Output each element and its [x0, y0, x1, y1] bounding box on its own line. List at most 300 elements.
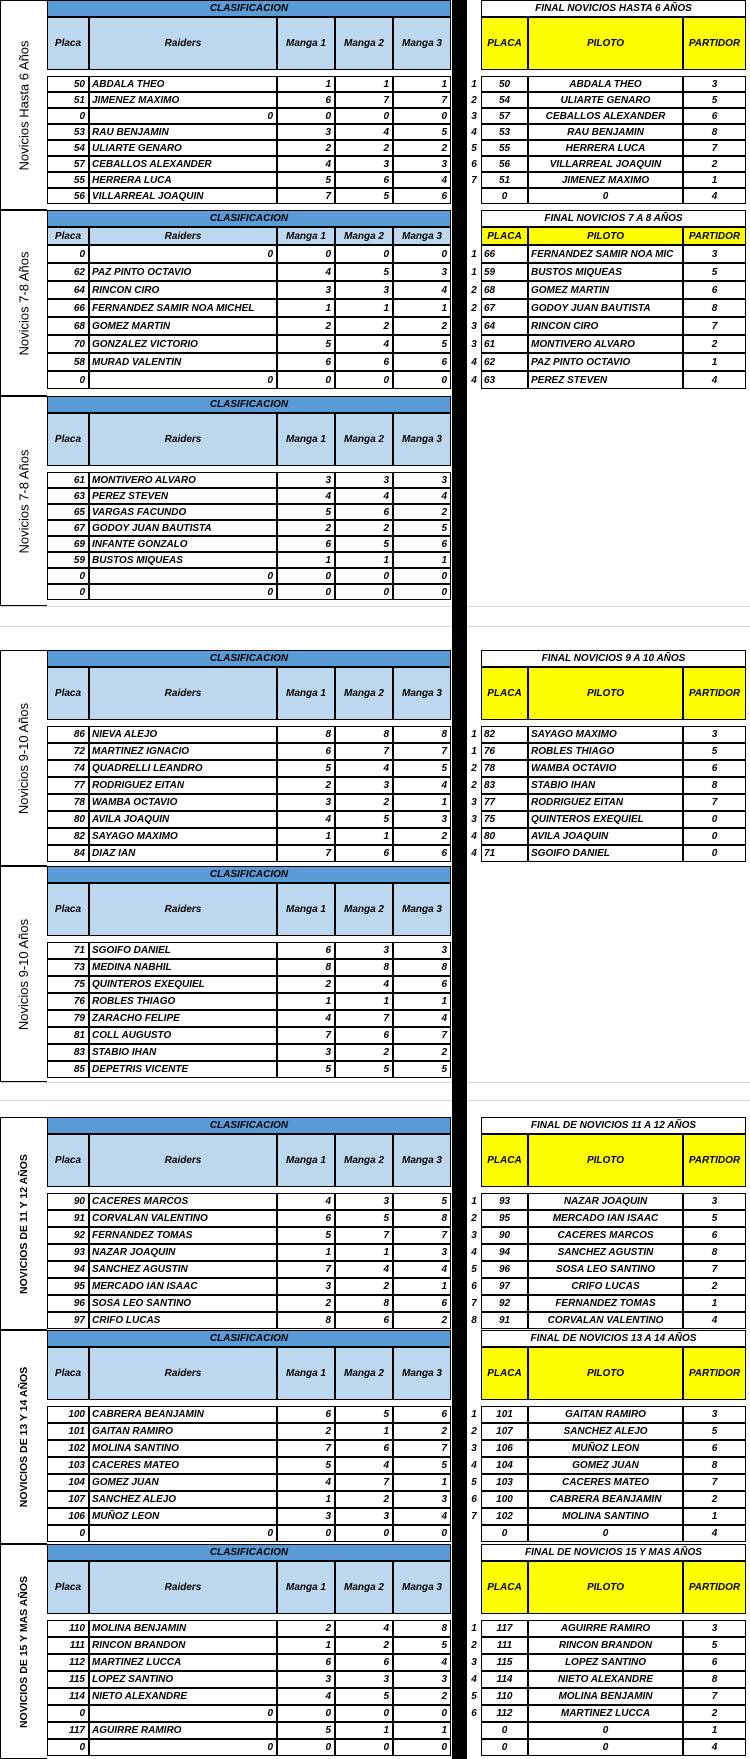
col-header-manga-2: Manga 2	[335, 1561, 393, 1614]
row-raider-name: DEPETRIS VICENTE	[89, 1061, 277, 1078]
row-placa: 67	[47, 520, 89, 536]
row-placa: 54	[47, 140, 89, 156]
final-partidor: 2	[683, 1705, 746, 1722]
row-raider-name: CEBALLOS ALEXANDER	[89, 156, 277, 172]
final-col-partidor: PARTIDOR	[683, 17, 746, 70]
row-manga-2: 0	[335, 1525, 393, 1542]
row-manga-1: 1	[277, 1637, 335, 1654]
col-header-placa: Placa	[47, 1561, 89, 1614]
row-manga-3: 4	[393, 1010, 451, 1027]
final-position: 6	[471, 158, 477, 170]
row-manga-3: 4	[393, 1261, 451, 1278]
row-raider-name: RODRIGUEZ EITAN	[89, 777, 277, 794]
final-position: 2	[471, 763, 477, 774]
col-header-raiders: Raiders	[89, 1561, 277, 1614]
section-label-text: NOVICIOS DE 15 Y MAS AÑOS	[18, 1575, 31, 1728]
row-manga-3: 5	[393, 1637, 451, 1654]
row-placa: 0	[47, 584, 89, 600]
row-raider-name: MUÑOZ LEON	[89, 1508, 277, 1525]
row-raider-name: RAU BENJAMIN	[89, 124, 277, 140]
row-manga-2: 7	[335, 1474, 393, 1491]
row-placa: 0	[47, 245, 89, 263]
final-position	[467, 1739, 481, 1756]
col-header-raiders: Raiders	[89, 1134, 277, 1187]
row-manga-1: 0	[277, 1525, 335, 1542]
classification-title: CLASIFICACION	[47, 650, 451, 667]
final-partidor: 6	[683, 108, 746, 124]
row-raider-name: JIMENEZ MAXIMO	[89, 92, 277, 108]
classification-title: CLASIFICACION	[47, 1544, 451, 1561]
final-title: FINAL DE NOVICIOS 13 A 14 AÑOS	[481, 1330, 746, 1347]
row-manga-2: 0	[335, 584, 393, 600]
section-label	[0, 210, 47, 396]
row-raider-name: SANCHEZ AGUSTIN	[89, 1261, 277, 1278]
final-position: 2	[471, 1426, 477, 1437]
final-piloto: WAMBA OCTAVIO	[528, 760, 683, 777]
row-manga-3: 0	[393, 108, 451, 124]
row-raider-name: NIEVA ALEJO	[89, 726, 277, 743]
final-col-placa: PLACA	[481, 1561, 528, 1614]
row-manga-3: 2	[393, 828, 451, 845]
final-partidor: 8	[683, 777, 746, 794]
row-placa: 101	[47, 1423, 89, 1440]
row-raider-name: BUSTOS MIQUEAS	[89, 552, 277, 568]
final-placa: 50	[481, 76, 528, 92]
final-position: 4	[471, 374, 477, 386]
row-placa: 65	[47, 504, 89, 520]
final-position: 3	[471, 814, 477, 825]
final-piloto: CACERES MATEO	[528, 1474, 683, 1491]
row-manga-3: 0	[393, 568, 451, 584]
row-placa: 115	[47, 1671, 89, 1688]
row-manga-3: 1	[393, 552, 451, 568]
final-placa: 82	[481, 726, 528, 743]
final-placa: 103	[481, 1474, 528, 1491]
row-placa: 91	[47, 1210, 89, 1227]
final-position	[467, 1525, 481, 1542]
final-partidor: 4	[683, 1525, 746, 1542]
final-placa: 117	[481, 1620, 528, 1637]
final-piloto: JIMENEZ MAXIMO	[528, 172, 683, 188]
row-raider-name: CACERES MATEO	[89, 1457, 277, 1474]
col-header-manga-3: Manga 3	[393, 1347, 451, 1400]
col-header-manga-2: Manga 2	[335, 667, 393, 720]
final-placa: 68	[481, 281, 528, 299]
final-col-partidor: PARTIDOR	[683, 1134, 746, 1187]
empty-grid-line	[0, 1082, 750, 1083]
row-raider-name: MURAD VALENTIN	[89, 353, 277, 371]
row-manga-3: 3	[393, 942, 451, 959]
final-piloto: AGUIRRE RAMIRO	[528, 1620, 683, 1637]
row-raider-name: MOLINA BENJAMIN	[89, 1620, 277, 1637]
row-raider-name: FERNANDEZ SAMIR NOA MICHEL	[89, 299, 277, 317]
row-manga-2: 4	[335, 1457, 393, 1474]
final-position: 7	[471, 1298, 477, 1309]
row-placa: 107	[47, 1491, 89, 1508]
row-raider-name: SGOIFO DANIEL	[89, 942, 277, 959]
row-raider-name: RINCON BRANDON	[89, 1637, 277, 1654]
section-label-text: NOVICIOS DE 13 Y 14 AÑOS	[18, 1366, 31, 1508]
final-piloto: STABIO IHAN	[528, 777, 683, 794]
final-col-partidor: PARTIDOR	[683, 1347, 746, 1400]
final-position: 7	[471, 1511, 477, 1522]
final-piloto: RINCON CIRO	[528, 317, 683, 335]
final-placa: 76	[481, 743, 528, 760]
final-placa: 80	[481, 828, 528, 845]
col-header-placa: Placa	[47, 1134, 89, 1187]
row-raider-name: MARTINEZ IGNACIO	[89, 743, 277, 760]
row-raider-name: AGUIRRE RAMIRO	[89, 1722, 277, 1739]
final-piloto: RINCON BRANDON	[528, 1637, 683, 1654]
final-partidor: 1	[683, 1508, 746, 1525]
row-manga-1: 5	[277, 172, 335, 188]
row-manga-2: 7	[335, 1010, 393, 1027]
final-placa: 112	[481, 1705, 528, 1722]
final-position	[467, 188, 481, 204]
row-manga-3: 3	[393, 472, 451, 488]
final-placa: 0	[481, 188, 528, 204]
row-manga-1: 1	[277, 993, 335, 1010]
row-manga-1: 0	[277, 1705, 335, 1722]
classification-title: CLASIFICACION	[47, 1330, 451, 1347]
row-manga-3: 5	[393, 1061, 451, 1078]
row-manga-1: 2	[277, 520, 335, 536]
row-manga-3: 6	[393, 353, 451, 371]
col-header-manga-1: Manga 1	[277, 1134, 335, 1187]
final-partidor: 7	[683, 794, 746, 811]
section-label	[0, 1117, 47, 1330]
row-manga-3: 1	[393, 1278, 451, 1295]
final-partidor: 6	[683, 1440, 746, 1457]
final-piloto: FERNANDEZ TOMAS	[528, 1295, 683, 1312]
row-manga-1: 4	[277, 811, 335, 828]
row-manga-1: 3	[277, 1044, 335, 1061]
row-manga-3: 7	[393, 1227, 451, 1244]
final-title: FINAL NOVICIOS 7 A 8 AÑOS	[481, 210, 746, 227]
row-raider-name: MERCADO IAN ISAAC	[89, 1278, 277, 1295]
col-header-placa: Placa	[47, 413, 89, 466]
final-piloto: NAZAR JOAQUIN	[528, 1193, 683, 1210]
row-placa: 111	[47, 1637, 89, 1654]
row-placa: 117	[47, 1722, 89, 1739]
final-partidor: 3	[683, 1406, 746, 1423]
row-raider-name: INFANTE GONZALO	[89, 536, 277, 552]
row-manga-2: 2	[335, 1278, 393, 1295]
final-col-piloto: PILOTO	[528, 17, 683, 70]
row-manga-1: 6	[277, 743, 335, 760]
row-manga-3: 3	[393, 811, 451, 828]
row-placa: 61	[47, 472, 89, 488]
row-raider-name: CACERES MARCOS	[89, 1193, 277, 1210]
row-manga-1: 4	[277, 1010, 335, 1027]
row-manga-1: 1	[277, 1491, 335, 1508]
final-title: FINAL DE NOVICIOS 15 Y MAS AÑOS	[481, 1544, 746, 1561]
final-piloto: SGOIFO DANIEL	[528, 845, 683, 862]
final-col-piloto: PILOTO	[528, 667, 683, 720]
row-placa: 0	[47, 1705, 89, 1722]
final-piloto: GAITAN RAMIRO	[528, 1406, 683, 1423]
final-piloto: 0	[528, 1525, 683, 1542]
row-manga-2: 3	[335, 942, 393, 959]
row-raider-name: GOMEZ MARTIN	[89, 317, 277, 335]
row-placa: 77	[47, 777, 89, 794]
final-position: 3	[471, 1443, 477, 1454]
row-raider-name: COLL AUGUSTO	[89, 1027, 277, 1044]
final-col-partidor: PARTIDOR	[683, 667, 746, 720]
row-manga-2: 3	[335, 281, 393, 299]
row-placa: 82	[47, 828, 89, 845]
row-placa: 73	[47, 959, 89, 976]
final-col-placa: PLACA	[481, 227, 528, 245]
final-partidor: 5	[683, 743, 746, 760]
row-manga-1: 0	[277, 1739, 335, 1756]
row-manga-2: 6	[335, 1440, 393, 1457]
row-manga-3: 6	[393, 976, 451, 993]
final-placa: 54	[481, 92, 528, 108]
col-header-placa: Placa	[47, 1347, 89, 1400]
row-manga-2: 6	[335, 353, 393, 371]
final-position: 5	[471, 1691, 477, 1702]
final-position: 2	[471, 1213, 477, 1224]
row-raider-name: GODOY JUAN BAUTISTA	[89, 520, 277, 536]
row-manga-2: 1	[335, 993, 393, 1010]
final-piloto: GOMEZ JUAN	[528, 1457, 683, 1474]
final-position: 3	[471, 320, 477, 332]
final-placa: 53	[481, 124, 528, 140]
row-manga-2: 7	[335, 92, 393, 108]
classification-title: CLASIFICACION	[47, 210, 451, 227]
row-raider-name: VARGAS FACUNDO	[89, 504, 277, 520]
final-piloto: CEBALLOS ALEXANDER	[528, 108, 683, 124]
row-raider-name: STABIO IHAN	[89, 1044, 277, 1061]
row-manga-1: 1	[277, 552, 335, 568]
final-placa: 110	[481, 1688, 528, 1705]
col-header-placa: Placa	[47, 17, 89, 70]
final-partidor: 2	[683, 335, 746, 353]
row-placa: 75	[47, 976, 89, 993]
final-position	[467, 1722, 481, 1739]
section-label	[0, 0, 47, 210]
col-header-manga-2: Manga 2	[335, 227, 393, 245]
row-manga-2: 3	[335, 1193, 393, 1210]
col-header-manga-2: Manga 2	[335, 883, 393, 936]
row-raider-name: RINCON CIRO	[89, 281, 277, 299]
row-manga-3: 1	[393, 794, 451, 811]
col-header-manga-2: Manga 2	[335, 413, 393, 466]
final-partidor: 8	[683, 1671, 746, 1688]
row-manga-3: 5	[393, 335, 451, 353]
classification-title: CLASIFICACION	[47, 0, 451, 17]
row-raider-name: GAITAN RAMIRO	[89, 1423, 277, 1440]
row-manga-2: 5	[335, 536, 393, 552]
final-position: 2	[471, 780, 477, 791]
final-partidor: 1	[683, 1295, 746, 1312]
row-manga-3: 8	[393, 1210, 451, 1227]
final-placa: 90	[481, 1227, 528, 1244]
empty-grid-line	[0, 626, 750, 627]
col-header-manga-1: Manga 1	[277, 883, 335, 936]
row-manga-2: 5	[335, 811, 393, 828]
row-manga-2: 1	[335, 552, 393, 568]
row-placa: 56	[47, 188, 89, 204]
row-manga-3: 2	[393, 140, 451, 156]
section-label-text: NOVICIOS DE 11 Y 12 AÑOS	[18, 1153, 30, 1294]
final-placa: 115	[481, 1654, 528, 1671]
row-manga-2: 6	[335, 1312, 393, 1329]
row-manga-3: 2	[393, 1312, 451, 1329]
row-manga-1: 0	[277, 108, 335, 124]
row-manga-3: 1	[393, 993, 451, 1010]
final-placa: 66	[481, 245, 528, 263]
row-manga-1: 2	[277, 140, 335, 156]
row-manga-2: 1	[335, 76, 393, 92]
col-header-manga-1: Manga 1	[277, 227, 335, 245]
row-manga-3: 5	[393, 520, 451, 536]
row-raider-name: CORVALAN VALENTINO	[89, 1210, 277, 1227]
final-piloto: NIETO ALEXANDRE	[528, 1671, 683, 1688]
final-placa: 102	[481, 1508, 528, 1525]
final-placa: 106	[481, 1440, 528, 1457]
row-manga-3: 8	[393, 1620, 451, 1637]
row-manga-1: 7	[277, 1440, 335, 1457]
classification-title: CLASIFICACION	[47, 396, 451, 413]
row-manga-3: 6	[393, 1295, 451, 1312]
final-partidor: 3	[683, 76, 746, 92]
row-manga-3: 2	[393, 317, 451, 335]
final-placa: 62	[481, 353, 528, 371]
final-piloto: GOMEZ MARTIN	[528, 281, 683, 299]
row-manga-1: 2	[277, 1423, 335, 1440]
row-placa: 103	[47, 1457, 89, 1474]
row-manga-3: 1	[393, 1474, 451, 1491]
row-manga-2: 0	[335, 108, 393, 124]
final-placa: 92	[481, 1295, 528, 1312]
col-header-manga-1: Manga 1	[277, 1347, 335, 1400]
row-manga-3: 0	[393, 1739, 451, 1756]
row-manga-1: 4	[277, 156, 335, 172]
row-manga-1: 1	[277, 828, 335, 845]
row-raider-name: NIETO ALEXANDRE	[89, 1688, 277, 1705]
final-position: 2	[471, 302, 477, 314]
row-manga-2: 2	[335, 1491, 393, 1508]
final-partidor: 5	[683, 1637, 746, 1654]
row-manga-1: 4	[277, 1474, 335, 1491]
row-manga-3: 2	[393, 1044, 451, 1061]
final-placa: 0	[481, 1722, 528, 1739]
row-manga-1: 1	[277, 1244, 335, 1261]
final-col-placa: PLACA	[481, 667, 528, 720]
final-placa: 55	[481, 140, 528, 156]
row-manga-1: 4	[277, 1193, 335, 1210]
final-col-placa: PLACA	[481, 1134, 528, 1187]
final-placa: 57	[481, 108, 528, 124]
final-col-placa: PLACA	[481, 1347, 528, 1400]
row-raider-name: 0	[89, 1525, 277, 1542]
row-manga-1: 7	[277, 1261, 335, 1278]
row-manga-2: 7	[335, 743, 393, 760]
col-header-manga-1: Manga 1	[277, 667, 335, 720]
final-partidor: 2	[683, 1491, 746, 1508]
final-position: 2	[471, 1640, 477, 1651]
final-partidor: 7	[683, 1261, 746, 1278]
row-placa: 55	[47, 172, 89, 188]
row-manga-2: 1	[335, 1722, 393, 1739]
col-header-raiders: Raiders	[89, 413, 277, 466]
row-manga-2: 2	[335, 140, 393, 156]
row-manga-2: 3	[335, 1671, 393, 1688]
row-placa: 80	[47, 811, 89, 828]
row-manga-3: 0	[393, 1705, 451, 1722]
row-raider-name: VILLARREAL JOAQUIN	[89, 188, 277, 204]
final-position: 4	[471, 1460, 477, 1471]
row-manga-2: 5	[335, 1406, 393, 1423]
row-placa: 0	[47, 371, 89, 389]
row-manga-1: 2	[277, 1620, 335, 1637]
final-placa: 0	[481, 1739, 528, 1756]
final-position: 8	[471, 1315, 477, 1326]
row-manga-2: 6	[335, 1654, 393, 1671]
final-piloto: SAYAGO MAXIMO	[528, 726, 683, 743]
row-manga-2: 3	[335, 1508, 393, 1525]
final-partidor: 0	[683, 828, 746, 845]
row-manga-1: 5	[277, 504, 335, 520]
final-col-placa: PLACA	[481, 17, 528, 70]
final-piloto: 0	[528, 188, 683, 204]
final-partidor: 5	[683, 1423, 746, 1440]
row-manga-3: 0	[393, 1525, 451, 1542]
col-header-manga-3: Manga 3	[393, 883, 451, 936]
row-manga-2: 5	[335, 1061, 393, 1078]
final-partidor: 0	[683, 811, 746, 828]
final-piloto: CABRERA BEANJAMIN	[528, 1491, 683, 1508]
row-manga-1: 5	[277, 335, 335, 353]
final-placa: 0	[481, 1525, 528, 1542]
final-placa: 111	[481, 1637, 528, 1654]
row-placa: 92	[47, 1227, 89, 1244]
section-label	[0, 396, 47, 606]
row-manga-3: 0	[393, 371, 451, 389]
final-piloto: ABDALA THEO	[528, 76, 683, 92]
col-header-manga-1: Manga 1	[277, 17, 335, 70]
row-manga-1: 6	[277, 1406, 335, 1423]
row-raider-name: GOMEZ JUAN	[89, 1474, 277, 1491]
col-header-manga-3: Manga 3	[393, 1134, 451, 1187]
row-manga-3: 6	[393, 1406, 451, 1423]
row-manga-2: 5	[335, 188, 393, 204]
row-raider-name: ULIARTE GENARO	[89, 140, 277, 156]
row-raider-name: 0	[89, 568, 277, 584]
final-col-partidor: PARTIDOR	[683, 227, 746, 245]
final-partidor: 1	[683, 1722, 746, 1739]
row-placa: 0	[47, 108, 89, 124]
row-manga-1: 6	[277, 1654, 335, 1671]
row-manga-3: 4	[393, 281, 451, 299]
final-placa: 101	[481, 1406, 528, 1423]
row-manga-1: 3	[277, 472, 335, 488]
row-raider-name: SAYAGO MAXIMO	[89, 828, 277, 845]
row-manga-1: 6	[277, 92, 335, 108]
row-placa: 51	[47, 92, 89, 108]
final-position: 3	[471, 1230, 477, 1241]
row-placa: 102	[47, 1440, 89, 1457]
col-header-raiders: Raiders	[89, 667, 277, 720]
row-placa: 62	[47, 263, 89, 281]
row-placa: 104	[47, 1474, 89, 1491]
col-header-manga-2: Manga 2	[335, 17, 393, 70]
final-partidor: 7	[683, 1474, 746, 1491]
col-header-manga-3: Manga 3	[393, 413, 451, 466]
row-manga-1: 8	[277, 726, 335, 743]
